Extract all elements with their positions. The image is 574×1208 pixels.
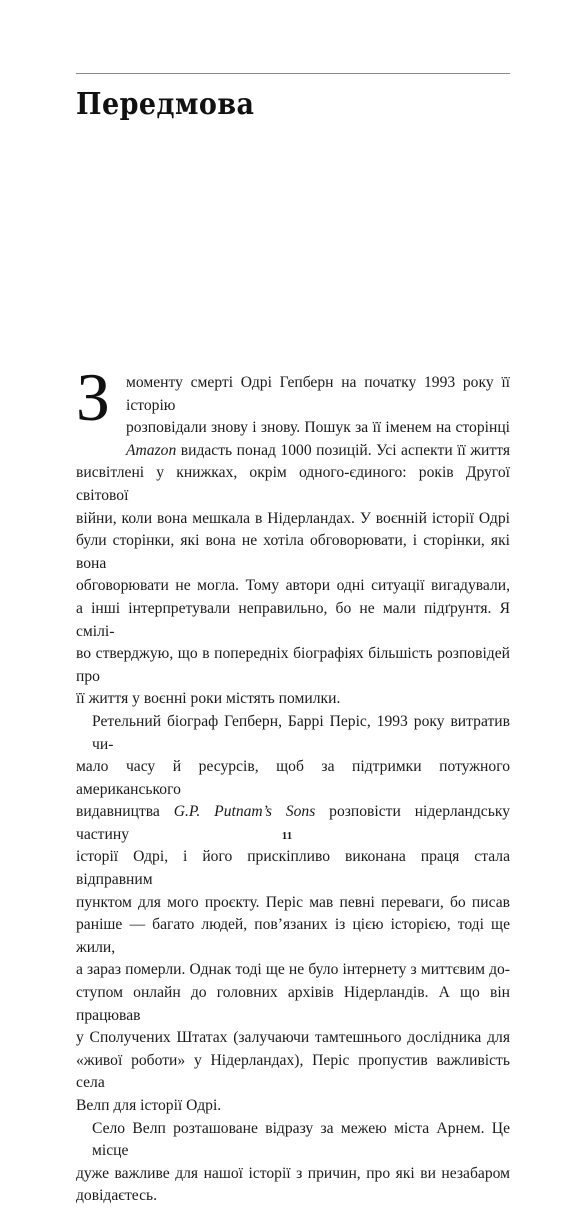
paragraph-3 — [76, 1118, 510, 1208]
chapter-title: Передмова — [76, 87, 255, 122]
text-line: обговорювати не могла. Тому автори одні ситуації вигадували, — [76, 577, 510, 595]
dropcap-letter: З — [76, 359, 111, 435]
text-line: а зараз померли. Однак тоді ще не було інтернету з миттєвим до- — [76, 961, 510, 979]
text-line: висвітлені у книжках, окрім одного-єдиного: років Другої світової — [76, 464, 510, 504]
text-fragment: видасть понад 1000 позицій. Усі аспекти її життя — [180, 441, 510, 459]
paragraph-1 — [76, 359, 510, 711]
text-line: мало часу й ресурсів, щоб за підтримки потужного американського — [76, 758, 510, 798]
text-line: Велп для історії Одрі. — [76, 1097, 222, 1114]
text-line: раніше — багато людей, пов’язаних із цією історією, тоді ще жили, — [76, 916, 510, 956]
page-number: 11 — [281, 830, 293, 842]
text-line: історії Одрі, і його прискіпливо виконана праця стала відправним — [76, 848, 510, 889]
text-line: моменту смерті Одрі Гепберн на початку 1993 року її історію — [126, 374, 510, 414]
text-line: дуже важливе для нашої історії з причин, про які ви незабаром — [76, 1164, 510, 1182]
text-line: «живої роботи» у Нідерландах), Періс пропустив важливість села — [76, 1051, 510, 1092]
text-line: довідаєтесь. — [76, 1187, 158, 1205]
text-line: її життя у воєнні роки містять помилки. — [76, 690, 341, 708]
text-line: во стверджую, що в попередніх біографіях більшість розповідей про — [76, 645, 510, 685]
body-text — [76, 359, 510, 1208]
text-line: а інші інтерпретували неправильно, бо не мали підґрунтя. Я смілі- — [76, 599, 510, 640]
text-line: розповідали знову і знову. Пошук за її іменем на сторінці — [126, 419, 510, 437]
text-line — [76, 440, 510, 463]
text-line: були сторінки, які вона не хотіла обговорювати, і сторінки, які вона — [76, 532, 510, 572]
text-fragment: видавництва — [76, 803, 160, 821]
text-line: Село Велп розташоване відразу за межею міста Арнем. Це місце — [92, 1119, 510, 1160]
italic-amazon: Amazon — [126, 441, 177, 459]
text-fragment: розповісти нідерландську частину — [76, 803, 510, 843]
text-line: у Сполучених Штатах (залучаючи тамтешнього дослідника для — [76, 1029, 510, 1047]
text-line: Ретельний біограф Гепберн, Баррі Періс, 1993 року витратив чи- — [92, 712, 510, 753]
text-line: пунктом для мого проєкту. Періс мав певні переваги, бо писав — [76, 893, 510, 911]
header-rule — [76, 73, 510, 74]
paragraph-2 — [76, 711, 510, 1118]
italic-publisher: G.P. Putnam’s Sons — [173, 803, 316, 821]
text-line: ступом онлайн до головних архівів Нідерландів. А що він працював — [76, 984, 510, 1024]
text-line: війни, коли вона мешкала в Нідерландах. У воєнній історії Одрі — [76, 509, 510, 527]
